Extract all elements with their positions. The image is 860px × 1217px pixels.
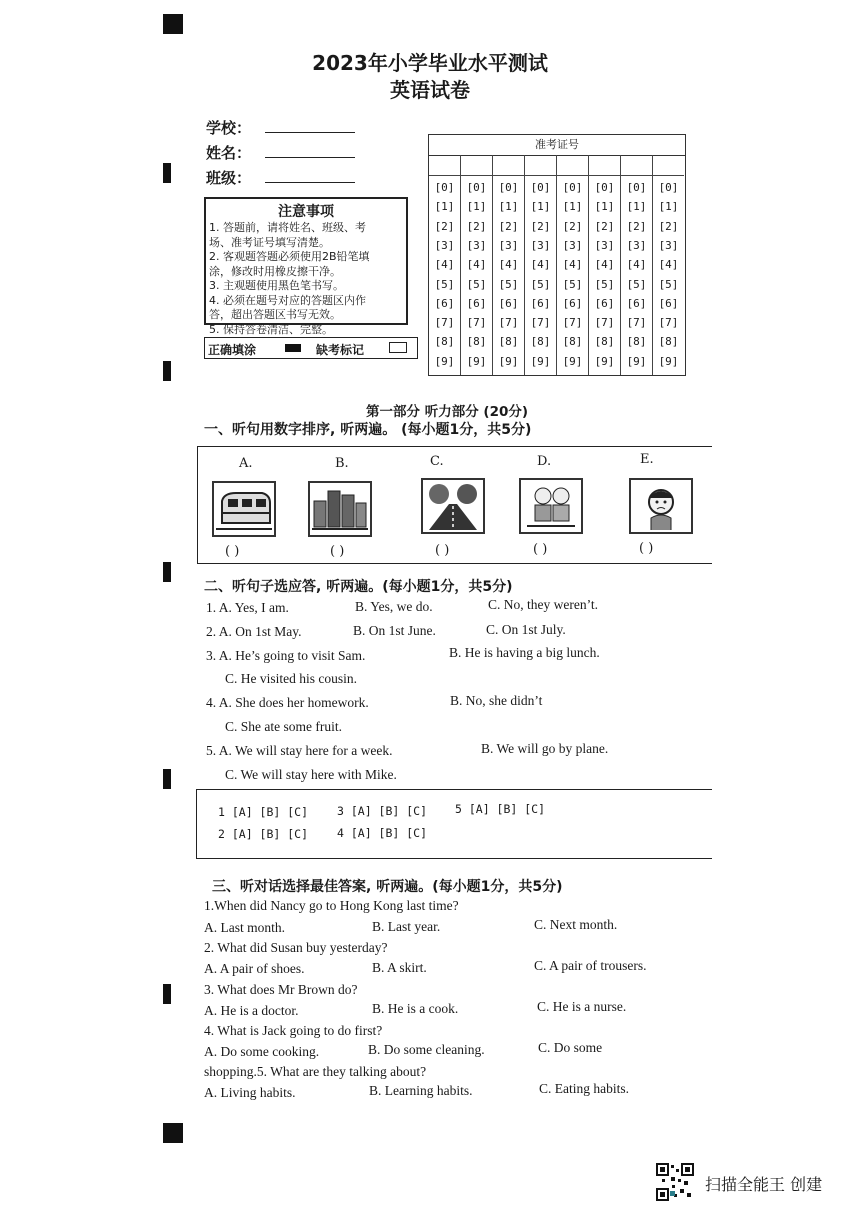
digit-bubble[interactable]: [5] [594,277,615,291]
boy-picture [629,478,693,534]
digit-bubble[interactable]: [0] [466,181,487,194]
question-line: 3. A. He’s going to visit Sam. [206,648,366,663]
digit-bubble[interactable]: [4] [658,258,679,272]
digit-bubble[interactable]: [5] [530,277,551,291]
digit-bubble[interactable]: [4] [626,258,647,272]
digit-bubble[interactable]: [9] [626,354,647,368]
digit-bubble[interactable]: [2] [594,219,615,233]
picture-letter: D. [537,454,552,469]
notice-line: 1. 答题前，请将姓名、班级、考 [209,221,366,234]
exam-id-column [621,155,653,375]
digit-bubble[interactable]: [3] [626,238,647,252]
digit-bubble[interactable]: [8] [466,335,487,349]
exam-id-column [653,155,685,375]
fill-legend [204,337,418,359]
digit-bubble[interactable]: [6] [466,296,487,310]
question-line: B. He is a cook. [372,1001,459,1016]
digit-bubble[interactable]: [1] [466,200,487,214]
digit-bubble[interactable]: [8] [594,335,615,349]
digit-bubble[interactable]: [8] [658,335,679,349]
digit-bubble[interactable]: [4] [466,258,487,272]
school-field: 学校： [206,117,355,138]
filled-mark-icon [285,344,301,352]
question-line: C. No, they weren’t. [488,597,598,612]
name-field: 姓名： [206,142,355,163]
part-one-heading: 第一部分 听力部分 (20分) [366,404,529,420]
digit-bubble[interactable]: [1] [562,200,583,214]
digit-bubble[interactable]: [7] [434,316,455,330]
question-line: B. We will go by plane. [481,741,609,756]
question-line: 4. What is Jack going to do first? [204,1023,383,1038]
digit-bubble[interactable]: [9] [562,354,583,368]
question-line: C. We will stay here with Mike. [225,767,397,782]
exam-id-column [461,155,493,375]
notice-line: 4. 必须在题号对应的答题区内作 [209,293,366,307]
digit-bubble[interactable]: [3] [594,238,615,252]
exam-id-write-cell[interactable] [557,155,588,176]
digit-bubble[interactable]: [2] [434,219,455,233]
digit-bubble[interactable]: [6] [498,296,519,310]
digit-bubble[interactable]: [3] [466,238,487,252]
notice-line: 涂，修改时用橡皮擦干净。 [209,264,341,278]
question-line: B. Do some cleaning. [368,1042,485,1057]
road-picture [421,478,485,534]
digit-bubble[interactable]: [0] [434,181,455,194]
digit-bubble[interactable]: [0] [658,181,679,194]
question-line: B. Learning habits. [369,1083,473,1098]
question-line: C. Do some [538,1040,603,1055]
exam-id-heading: 准考证号 [429,135,685,156]
answer-bubbles[interactable]: 1 [A] [B] [C] [218,805,309,819]
digit-bubble[interactable]: [0] [594,181,615,194]
digit-bubble[interactable]: [5] [562,277,583,291]
digit-bubble[interactable]: [1] [594,200,615,214]
digit-bubble[interactable]: [5] [434,277,455,291]
digit-bubble[interactable]: [4] [594,258,615,272]
question-line: C. She ate some fruit. [225,719,342,734]
digit-bubble[interactable]: [5] [498,277,519,291]
class-field: 班级： [206,167,355,188]
exam-id-column [493,155,525,375]
answer-bubbles[interactable]: 2 [A] [B] [C] [218,827,309,841]
exam-id-column [525,155,557,375]
children-picture [519,478,583,534]
exam-id-column [557,155,589,375]
question-line: 1. A. Yes, I am. [206,600,289,615]
digit-bubble[interactable]: [3] [530,238,551,252]
answer-blank[interactable]: ( ) [435,543,450,558]
question-line: A. He is a doctor. [204,1003,299,1018]
answer-blank[interactable]: ( ) [330,544,345,559]
exam-id-write-cell[interactable] [589,155,620,176]
digit-bubble[interactable]: [7] [498,316,519,330]
question-line: 2. A. On 1st May. [206,624,302,639]
digit-bubble[interactable]: [4] [434,258,455,272]
section1-heading: 一、听句用数字排序, 听两遍。 (每小题1分，共5分) [204,422,532,438]
answer-blank[interactable]: ( ) [533,542,548,557]
digit-bubble[interactable]: [0] [530,181,551,194]
digit-bubble[interactable]: [6] [530,296,551,310]
digit-bubble[interactable]: [0] [626,181,647,194]
section2-heading: 二、听句子选应答, 听两遍。(每小题1分，共5分) [204,579,513,595]
exam-id-grid [428,134,686,376]
exam-id-write-cell[interactable] [621,155,652,176]
digit-bubble[interactable]: [6] [658,296,679,310]
qr-code-icon [656,1163,694,1201]
question-line: B. No, she didn’t [450,693,543,708]
digit-bubble[interactable]: [2] [530,219,551,233]
notice-heading: 注意事项 [278,204,334,220]
buildings-picture [308,481,372,537]
digit-bubble[interactable]: [7] [626,316,647,330]
exam-id-column [429,155,461,375]
digit-bubble[interactable]: [1] [530,200,551,214]
digit-bubble[interactable]: [1] [658,200,679,214]
exam-id-write-cell[interactable] [525,155,556,176]
question-line: 3. What does Mr Brown do? [204,982,358,997]
absent-checkbox[interactable] [389,342,407,353]
section3-heading: 三、听对话选择最佳答案, 听两遍。(每小题1分，共5分) [212,879,563,895]
question-line: C. On 1st July. [486,622,566,637]
digit-bubble[interactable]: [2] [466,219,487,233]
scanner-watermark: 扫描全能王 创建 [705,1175,823,1194]
digit-bubble[interactable]: [8] [530,335,551,349]
answer-bubbles[interactable]: 3 [A] [B] [C] [337,804,428,818]
absent-mark-label: 缺考标记 [316,343,365,357]
question-line: A. A pair of shoes. [204,961,305,976]
exam-id-write-cell[interactable] [493,155,524,176]
picture-letter: A. [239,456,253,471]
digit-bubble[interactable]: [2] [498,219,519,233]
digit-bubble[interactable]: [9] [434,354,455,368]
digit-bubble[interactable]: [4] [498,258,519,272]
digit-bubble[interactable]: [4] [530,258,551,272]
digit-bubble[interactable]: [0] [562,181,583,194]
picture-letter: E. [640,452,654,467]
digit-bubble[interactable]: [8] [498,335,519,349]
digit-bubble[interactable]: [2] [626,219,647,233]
school-input-line[interactable] [265,120,355,133]
digit-bubble[interactable]: [1] [626,200,647,214]
alignment-mark [163,769,171,789]
notice-line: 2. 客观题答题必须使用2B铅笔填 [209,250,370,263]
digit-bubble[interactable]: [8] [626,335,647,349]
train-picture [212,481,276,537]
answer-bubbles[interactable]: 5 [A] [B] [C] [455,802,546,816]
question-line: B. Last year. [372,919,441,934]
question-line: B. A skirt. [372,960,427,975]
digit-bubble[interactable]: [6] [562,296,583,310]
correct-fill-label: 正确填涂 [208,343,257,357]
digit-bubble[interactable]: [7] [562,316,583,330]
question-line: A. Last month. [204,920,285,935]
notice-box [204,197,408,336]
digit-bubble[interactable]: [3] [562,238,583,252]
question-line: C. Eating habits. [539,1081,629,1096]
question-line: C. He visited his cousin. [225,671,357,686]
notice-line: 5. 保持答卷清洁、完整。 [209,322,333,336]
digit-bubble[interactable]: [9] [530,354,551,368]
notice-line: 3. 主观题使用黑色笔书写。 [209,279,344,292]
answer-sheet-box [196,789,712,859]
answer-blank[interactable]: ( ) [639,541,654,556]
alignment-mark [163,14,183,34]
picture-letter: B. [335,456,349,471]
digit-bubble[interactable]: [3] [658,238,679,252]
notice-line: 答，超出答题区书写无效。 [209,308,341,321]
digit-bubble[interactable]: [6] [626,296,647,310]
digit-bubble[interactable]: [1] [498,200,519,214]
digit-bubble[interactable]: [8] [562,335,583,349]
digit-bubble[interactable]: [3] [434,238,455,252]
digit-bubble[interactable]: [5] [466,277,487,291]
question-line: shopping.5. What are they talking about? [204,1064,427,1079]
question-line: B. Yes, we do. [355,599,433,614]
page-title: 2023年小学毕业水平测试 [312,51,548,75]
exam-id-write-cell[interactable] [653,155,684,176]
digit-bubble[interactable]: [6] [594,296,615,310]
page-subtitle: 英语试卷 [390,78,470,102]
question-line: C. Next month. [534,917,618,932]
digit-bubble[interactable]: [2] [562,219,583,233]
digit-bubble[interactable]: [7] [466,316,487,330]
answer-blank[interactable]: ( ) [225,544,240,559]
digit-bubble[interactable]: [7] [658,316,679,330]
digit-bubble[interactable]: [3] [498,238,519,252]
question-line: 5. A. We will stay here for a week. [206,743,393,758]
exam-id-write-cell[interactable] [461,155,492,176]
alignment-mark [163,562,171,582]
digit-bubble[interactable]: [8] [434,335,455,349]
exam-id-write-cell[interactable] [429,155,460,176]
alignment-mark [163,163,171,183]
digit-bubble[interactable]: [9] [466,354,487,368]
question-line: A. Living habits. [204,1085,296,1100]
digit-bubble[interactable]: [7] [530,316,551,330]
digit-bubble[interactable]: [2] [658,219,679,233]
alignment-mark [163,984,171,1004]
picture-letter: C. [430,454,444,469]
digit-bubble[interactable]: [9] [658,354,679,368]
question-line: A. Do some cooking. [204,1044,320,1059]
digit-bubble[interactable]: [4] [562,258,583,272]
question-line: C. He is a nurse. [537,999,627,1014]
digit-bubble[interactable]: [5] [626,277,647,291]
question-line: B. On 1st June. [353,623,436,638]
question-line: 2. What did Susan buy yesterday? [204,940,388,955]
digit-bubble[interactable]: [9] [594,354,615,368]
class-input-line[interactable] [265,170,355,183]
alignment-mark [163,361,171,381]
digit-bubble[interactable]: [0] [498,181,519,194]
notice-line: 场、准考证号填写清楚。 [209,235,330,249]
question-line: 4. A. She does her homework. [206,695,369,710]
question-line: 1.When did Nancy go to Hong Kong last time? [204,898,459,913]
digit-bubble[interactable]: [6] [434,296,455,310]
question-line: C. A pair of trousers. [534,958,647,973]
name-input-line[interactable] [265,145,355,158]
digit-bubble[interactable]: [1] [434,200,455,214]
answer-bubbles[interactable]: 4 [A] [B] [C] [337,826,428,840]
digit-bubble[interactable]: [5] [658,277,679,291]
exam-id-column [589,155,621,375]
question-line: B. He is having a big lunch. [449,645,600,660]
digit-bubble[interactable]: [9] [498,354,519,368]
alignment-mark [163,1123,183,1143]
digit-bubble[interactable]: [7] [594,316,615,330]
